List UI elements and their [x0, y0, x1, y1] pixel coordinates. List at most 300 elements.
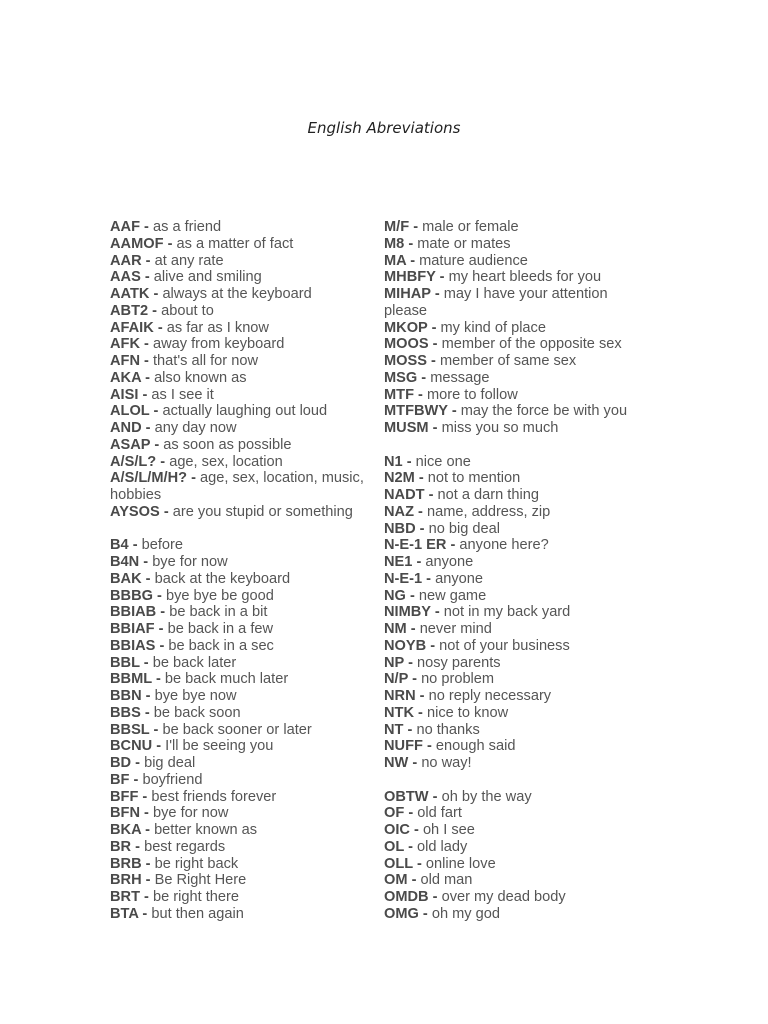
abbreviation-separator: -: [446, 537, 460, 554]
abbreviation-entry: [384, 219, 754, 236]
abbreviation-separator: -: [129, 771, 143, 788]
abbreviation-meaning: not to mention: [427, 470, 521, 487]
abbreviation-meaning: miss you so much: [441, 420, 559, 436]
abbreviation-term: ASAP: [110, 436, 151, 453]
abbreviation-term: MOSS: [384, 353, 427, 369]
abbreviation-term: AFN: [110, 353, 140, 369]
abbreviation-term: AFK: [110, 336, 140, 353]
abbreviation-entry: [110, 253, 382, 270]
abbreviation-entry: [384, 521, 754, 538]
abbreviation-term: OBTW: [384, 788, 429, 805]
abbreviation-meaning: I'll be seeing you: [165, 738, 274, 755]
abbreviation-term: AFAIK: [110, 319, 154, 336]
abbreviation-entry: [110, 755, 382, 772]
abbreviation-entry: [384, 286, 754, 303]
abbreviation-meaning: new game: [418, 587, 487, 604]
abbreviation-separator: -: [405, 587, 419, 604]
abbreviation-entry: [384, 906, 754, 923]
abbreviation-separator: -: [141, 369, 155, 386]
abbreviation-term: MTFBWY: [384, 403, 448, 420]
abbreviation-term: OIC: [384, 822, 410, 838]
abbreviation-term: BBIAB: [110, 604, 157, 621]
abbreviation-term: NIMBY: [384, 604, 431, 621]
abbreviation-meaning: name, address, zip: [426, 503, 551, 520]
abbreviation-separator: -: [408, 755, 422, 771]
abbreviation-separator: -: [140, 219, 153, 235]
abbreviation-separator: -: [140, 269, 154, 286]
abbreviation-separator: -: [152, 587, 166, 604]
abbreviation-term: ABT2: [110, 302, 149, 319]
abbreviation-term: BRB: [110, 855, 142, 872]
abbreviation-term: BTA: [110, 905, 139, 922]
abbreviation-meaning: oh by the way: [441, 788, 532, 805]
abbreviation-entry: [110, 269, 382, 286]
abbreviation-meaning: before: [141, 537, 184, 554]
abbreviation-separator: -: [414, 386, 427, 403]
abbreviation-term: NOYB: [384, 637, 427, 654]
abbreviation-entry: [110, 454, 382, 471]
abbreviation-entry: [110, 655, 382, 672]
abbreviation-meaning: not in my back yard: [443, 604, 571, 621]
abbreviation-meaning: better known as: [154, 822, 258, 838]
abbreviation-separator: -: [141, 570, 155, 587]
abbreviation-term: BBML: [110, 671, 152, 688]
abbreviation-meaning: be back soon: [153, 704, 241, 721]
abbreviation-term: M/F: [384, 219, 410, 235]
abbreviation-separator: -: [139, 654, 153, 671]
abbreviation-entry: [110, 370, 382, 387]
abbreviation-term: AISI: [110, 386, 139, 403]
abbreviation-meaning: my heart bleeds for you: [448, 269, 602, 286]
abbreviation-term: BBIAS: [110, 637, 156, 654]
abbreviation-term: BKA: [110, 822, 142, 838]
abbreviation-entry: [384, 705, 754, 722]
abbreviation-meaning: as soon as possible: [163, 436, 292, 453]
abbreviation-entry: [384, 738, 754, 755]
abbreviation-separator: -: [150, 436, 164, 453]
abbreviation-entry: [384, 671, 754, 688]
abbreviation-separator: -: [404, 654, 417, 671]
abbreviation-meaning: bye for now: [152, 554, 228, 570]
abbreviation-meaning: may the force be with you: [460, 403, 628, 420]
abbreviation-term: BD: [110, 755, 132, 771]
abbreviation-entry: [110, 705, 382, 722]
abbreviation-meaning: no way!: [421, 755, 472, 771]
abbreviation-term: NRN: [384, 688, 416, 704]
abbreviation-entry: [384, 839, 754, 856]
abbreviation-meaning: no reply necessary: [428, 688, 552, 704]
abbreviation-meaning: as a friend: [152, 219, 222, 235]
abbreviation-separator: -: [140, 336, 153, 353]
abbreviation-term: N2M: [384, 470, 415, 487]
abbreviation-term: AAR: [110, 252, 142, 269]
abbreviation-meaning: anyone here?: [459, 537, 549, 554]
abbreviation-entry: [110, 688, 382, 705]
abbreviation-term: BBBG: [110, 587, 153, 604]
abbreviation-meaning: be right back: [154, 855, 239, 872]
abbreviation-separator: -: [156, 453, 170, 470]
abbreviation-term: N/P: [384, 671, 409, 688]
abbreviation-meaning: big deal: [144, 755, 196, 771]
abbreviation-term: A/S/L?: [110, 453, 157, 470]
abbreviation-term: BFN: [110, 805, 140, 822]
abbreviation-term: OM: [384, 872, 408, 889]
abbreviation-term: AATK: [110, 286, 150, 302]
abbreviation-meaning: anyone: [425, 554, 474, 570]
abbreviation-meaning: bye bye now: [154, 688, 237, 704]
abbreviation-meaning: best regards: [144, 838, 226, 855]
abbreviation-entry: [110, 219, 382, 236]
abbreviation-entry: [110, 554, 382, 571]
abbreviation-term: N-E-1: [384, 570, 423, 587]
abbreviation-separator: -: [138, 905, 152, 922]
abbreviation-entry: [384, 487, 754, 504]
abbreviation-separator: -: [140, 805, 153, 822]
abbreviation-term: AAF: [110, 219, 140, 235]
abbreviation-entry: [110, 336, 382, 353]
abbreviation-separator: -: [155, 637, 169, 654]
abbreviation-separator: -: [414, 503, 427, 520]
abbreviation-separator: -: [138, 788, 152, 805]
abbreviation-term: B4N: [110, 554, 140, 570]
abbreviation-meaning: enough said: [435, 738, 516, 755]
abbreviation-term: BF: [110, 771, 130, 788]
abbreviation-entry: [384, 370, 754, 387]
abbreviation-entry: [384, 537, 754, 554]
abbreviation-meaning: over my dead body: [441, 889, 566, 905]
abbreviation-meaning: never mind: [419, 621, 492, 637]
abbreviation-term: BBS: [110, 704, 141, 721]
abbreviation-separator: -: [415, 688, 429, 704]
abbreviation-entry: [384, 822, 754, 839]
abbreviation-entry: [110, 805, 382, 822]
abbreviation-entry: [384, 554, 754, 571]
abbreviation-meaning: best friends forever: [151, 788, 277, 805]
abbreviation-term: N1: [384, 453, 403, 470]
abbreviation-separator: -: [138, 386, 152, 403]
section-gap: [384, 437, 754, 454]
abbreviation-term: M8: [384, 235, 405, 252]
abbreviation-term: OL: [384, 838, 405, 855]
abbreviation-term: BBL: [110, 654, 140, 671]
abbreviation-meaning: always at the keyboard: [162, 286, 312, 302]
abbreviation-meaning: message: [430, 369, 490, 386]
abbreviation-entry: [384, 688, 754, 705]
abbreviation-separator: -: [430, 286, 444, 302]
abbreviation-meaning: no problem: [421, 671, 495, 688]
abbreviation-separator: -: [424, 487, 438, 503]
abbreviation-meaning: be back later: [152, 654, 237, 671]
abbreviation-term: MKOP: [384, 319, 428, 336]
abbreviation-separator: -: [141, 872, 155, 889]
abbreviation-meaning: bye bye be good: [165, 587, 274, 604]
abbreviation-entry: [384, 571, 754, 588]
abbreviation-meaning: online love: [425, 855, 496, 872]
abbreviation-separator: -: [149, 403, 163, 420]
abbreviation-separator: -: [430, 604, 444, 621]
abbreviation-separator: -: [141, 822, 155, 838]
abbreviation-term: BCNU: [110, 738, 153, 755]
abbreviation-meaning: anyone: [435, 570, 483, 587]
abbreviation-entry: [110, 604, 382, 621]
abbreviation-term: BBIAF: [110, 621, 155, 637]
abbreviation-meaning: also known as: [154, 369, 247, 386]
abbreviation-meaning: as far as I know: [166, 319, 269, 336]
abbreviation-meaning: at any rate: [154, 252, 224, 269]
abbreviation-term: NT: [384, 721, 404, 738]
abbreviation-meaning: any day now: [154, 420, 237, 436]
abbreviation-entry: [384, 403, 754, 420]
abbreviation-meaning: are you stupid or something: [172, 503, 353, 520]
abbreviation-entry: [110, 504, 382, 521]
abbreviation-meaning: nosy parents: [417, 654, 501, 671]
abbreviation-separator: -: [415, 520, 429, 537]
abbreviation-separator: -: [128, 537, 142, 554]
abbreviation-meaning: not of your business: [439, 637, 570, 654]
abbreviation-separator: -: [140, 704, 154, 721]
abbreviation-entry: [384, 303, 754, 320]
section-gap: [384, 772, 754, 789]
abbreviation-meaning: be back sooner or later: [162, 721, 312, 738]
abbreviation-meaning: old man: [420, 872, 473, 889]
abbreviation-separator: -: [408, 671, 422, 688]
abbreviation-meaning: my kind of place: [440, 319, 546, 336]
abbreviation-separator: -: [404, 235, 418, 252]
abbreviation-meaning: age, sex, location: [169, 453, 283, 470]
abbreviation-entry: [384, 387, 754, 404]
abbreviation-entry: [110, 822, 382, 839]
abbreviation-entry: [384, 504, 754, 521]
abbreviation-entry: [384, 470, 754, 487]
abbreviation-meaning: away from keyboard: [152, 336, 285, 353]
abbreviation-entry: [384, 638, 754, 655]
abbreviation-entry: [384, 604, 754, 621]
abbreviation-meaning: member of same sex: [439, 353, 577, 369]
abbreviation-entry: [384, 420, 754, 437]
abbreviation-separator: -: [148, 302, 162, 319]
abbreviation-entry: [384, 856, 754, 873]
abbreviation-entry: [384, 872, 754, 889]
abbreviation-meaning: nice one: [415, 453, 471, 470]
abbreviation-separator: -: [141, 420, 155, 436]
abbreviation-meaning: but then again: [151, 905, 244, 922]
abbreviation-entry: [110, 437, 382, 454]
abbreviation-term: AAMOF: [110, 235, 164, 252]
abbreviation-separator: -: [428, 788, 442, 805]
abbreviation-entry: [110, 387, 382, 404]
abbreviation-term: AKA: [110, 369, 142, 386]
abbreviation-entry: [110, 320, 382, 337]
abbreviation-term: AND: [110, 420, 142, 436]
abbreviation-meaning: please: [384, 302, 428, 319]
abbreviation-meaning: boyfriend: [142, 771, 203, 788]
abbreviation-entry: [384, 655, 754, 672]
document-title: English Abreviations: [307, 119, 461, 137]
abbreviation-term: MOOS: [384, 336, 429, 353]
abbreviation-entry: [384, 805, 754, 822]
abbreviation-meaning: as I see it: [151, 386, 214, 403]
abbreviation-term: NAZ: [384, 503, 414, 520]
abbreviation-entry: [110, 470, 382, 487]
abbreviation-entry: [110, 638, 382, 655]
abbreviation-meaning: be right there: [152, 889, 239, 905]
abbreviation-meaning: old lady: [417, 838, 468, 855]
abbreviation-entry: [110, 286, 382, 303]
abbreviation-separator: -: [414, 470, 428, 487]
abbreviation-entry: [110, 872, 382, 889]
abbreviation-separator: -: [414, 704, 427, 721]
abbreviation-term: BR: [110, 838, 132, 855]
abbreviation-term: MUSM: [384, 420, 429, 436]
abbreviation-separator: -: [406, 252, 420, 269]
abbreviation-meaning: be back in a sec: [168, 637, 274, 654]
abbreviation-entry: [110, 403, 382, 420]
abbreviation-entry: [110, 889, 382, 906]
abbreviation-separator: -: [140, 889, 153, 905]
abbreviation-entry: [110, 236, 382, 253]
abbreviation-entry: [110, 621, 382, 638]
abbreviation-entry: [110, 772, 382, 789]
abbreviation-separator: -: [418, 905, 432, 922]
abbreviation-separator: -: [139, 554, 153, 570]
abbreviation-meaning: actually laughing out loud: [162, 403, 328, 420]
abbreviation-meaning: be back in a bit: [169, 604, 268, 621]
abbreviation-entry: [384, 269, 754, 286]
abbreviation-term: BBSL: [110, 721, 150, 738]
abbreviation-term: OF: [384, 805, 405, 822]
abbreviation-meaning: no thanks: [416, 721, 480, 738]
abbreviation-separator: -: [152, 738, 166, 755]
abbreviation-term: MA: [384, 252, 407, 269]
abbreviation-meaning: mature audience: [419, 252, 528, 269]
abbreviation-term: AAS: [110, 269, 141, 286]
abbreviation-separator: -: [426, 353, 440, 369]
abbreviation-entry: [110, 303, 382, 320]
abbreviation-entry: [110, 738, 382, 755]
abbreviation-entry: [110, 588, 382, 605]
abbreviation-separator: -: [428, 420, 442, 436]
abbreviation-term: NM: [384, 621, 407, 637]
abbreviation-column-right: [384, 219, 754, 923]
abbreviation-meaning: oh I see: [422, 822, 475, 838]
abbreviation-separator: -: [141, 855, 155, 872]
abbreviation-entry: [384, 353, 754, 370]
abbreviation-separator: -: [141, 252, 155, 269]
abbreviation-meaning: bye for now: [152, 805, 229, 822]
abbreviation-separator: -: [409, 822, 423, 838]
abbreviation-term: BRT: [110, 889, 140, 905]
abbreviation-meaning: member of the opposite sex: [441, 336, 622, 353]
abbreviation-term: BFF: [110, 788, 139, 805]
abbreviation-separator: -: [131, 838, 145, 855]
abbreviation-term: NE1: [384, 554, 413, 570]
abbreviation-separator: -: [428, 336, 442, 353]
abbreviation-entry: [110, 487, 382, 504]
abbreviation-meaning: old fart: [417, 805, 462, 822]
abbreviation-meaning: no big deal: [428, 520, 501, 537]
abbreviation-entry: [384, 588, 754, 605]
abbreviation-entry: [110, 856, 382, 873]
abbreviation-entry: [384, 454, 754, 471]
abbreviation-separator: -: [402, 453, 416, 470]
abbreviation-entry: [110, 839, 382, 856]
abbreviation-entry: [110, 353, 382, 370]
abbreviation-entry: [384, 253, 754, 270]
abbreviation-term: NG: [384, 587, 406, 604]
abbreviation-entry: [384, 722, 754, 739]
abbreviation-entry: [110, 722, 382, 739]
abbreviation-term: MTF: [384, 386, 414, 403]
abbreviation-term: NADT: [384, 487, 425, 503]
abbreviation-entry: [384, 621, 754, 638]
abbreviation-separator: -: [412, 554, 426, 570]
abbreviation-term: AYSOS: [110, 503, 160, 520]
abbreviation-term: OMDB: [384, 889, 429, 905]
abbreviation-entry: [110, 789, 382, 806]
abbreviation-separator: -: [151, 671, 165, 688]
abbreviation-separator: -: [141, 688, 155, 704]
abbreviation-meaning: not a darn thing: [437, 487, 539, 503]
abbreviation-entry: [110, 537, 382, 554]
abbreviation-term: OLL: [384, 855, 413, 872]
abbreviation-separator: -: [149, 721, 163, 738]
abbreviation-meaning: that's all for now: [152, 353, 258, 369]
abbreviation-separator: -: [407, 872, 421, 889]
abbreviation-entry: [384, 336, 754, 353]
abbreviation-separator: -: [417, 369, 431, 386]
abbreviation-entry: [110, 906, 382, 923]
abbreviation-term: NW: [384, 755, 409, 771]
abbreviation-term: BAK: [110, 570, 142, 587]
abbreviation-separator: -: [154, 621, 168, 637]
abbreviation-meaning: male or female: [422, 219, 519, 235]
abbreviation-entry: [384, 789, 754, 806]
abbreviation-entry: [384, 889, 754, 906]
abbreviation-entry: [384, 236, 754, 253]
abbreviation-term: B4: [110, 537, 129, 554]
abbreviation-entry: [384, 320, 754, 337]
abbreviation-separator: -: [447, 403, 461, 420]
abbreviation-term: A/S/L/M/H?: [110, 470, 188, 487]
abbreviation-separator: -: [412, 855, 426, 872]
abbreviation-meaning: age, sex, location, music,: [200, 470, 364, 487]
abbreviation-separator: -: [422, 738, 436, 755]
abbreviation-separator: -: [427, 319, 441, 336]
abbreviation-separator: -: [404, 805, 418, 822]
abbreviation-separator: -: [422, 570, 436, 587]
abbreviation-meaning: be back in a few: [167, 621, 274, 637]
abbreviation-meaning: about to: [161, 302, 214, 319]
abbreviation-term: OMG: [384, 905, 419, 922]
abbreviation-separator: -: [404, 838, 417, 855]
abbreviation-meaning: Be Right Here: [154, 872, 247, 889]
abbreviation-term: BBN: [110, 688, 142, 704]
abbreviation-separator: -: [187, 470, 201, 487]
abbreviation-separator: -: [435, 269, 449, 286]
abbreviation-term: BRH: [110, 872, 142, 889]
abbreviation-meaning: more to follow: [426, 386, 518, 403]
abbreviation-separator: -: [159, 503, 173, 520]
abbreviation-separator: -: [149, 286, 163, 302]
abbreviation-meaning: back at the keyboard: [154, 570, 291, 587]
abbreviation-term: N-E-1 ER: [384, 537, 447, 554]
abbreviation-term: NTK: [384, 704, 414, 721]
abbreviation-meaning: hobbies: [110, 487, 162, 503]
abbreviation-term: NUFF: [384, 738, 423, 755]
abbreviation-separator: -: [156, 604, 170, 621]
abbreviation-meaning: as a matter of fact: [176, 235, 294, 252]
abbreviation-separator: -: [403, 721, 417, 738]
